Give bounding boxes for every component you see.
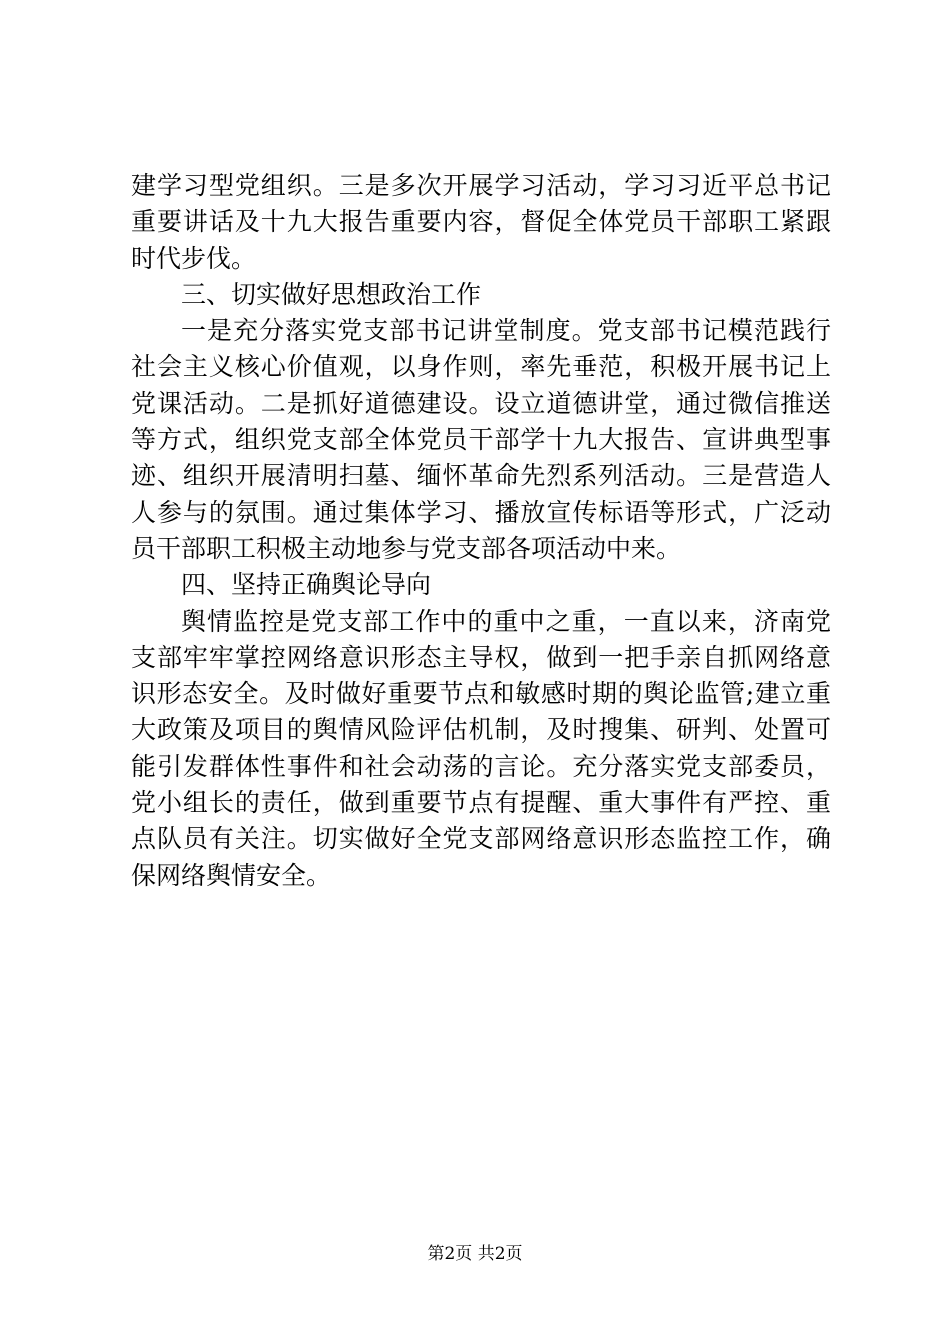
text-line: 员干部职工积极主动地参与党支部各项活动中来。 <box>131 533 682 563</box>
text-line: 保网络舆情安全。 <box>131 860 332 890</box>
document-body <box>131 168 831 894</box>
text-line: 党小组长的责任，做到重要节点有提醒、重大事件有严控、重 <box>131 788 831 818</box>
text-line: 建学习型党组织。三是多次开展学习活动，学习习近平总书记 <box>131 171 831 200</box>
text-line: 支部牢牢掌控网络意识形态主导权，做到一把手亲自抓网络意 <box>131 642 831 672</box>
text-line: 党课活动。二是抓好道德建设。设立道德讲堂，通过微信推送 <box>131 388 831 418</box>
text-line: 点队员有关注。切实做好全党支部网络意识形态监控工作，确 <box>131 824 831 854</box>
section-heading: 四、坚持正确舆论导向 <box>181 570 432 600</box>
text-line: 舆情监控是党支部工作中的重中之重，一直以来，济南党 <box>181 606 831 636</box>
text-line: 等方式，组织党支部全体党员干部学十九大报告、宣讲典型事 <box>131 425 831 455</box>
text-line: 能引发群体性事件和社会动荡的言论。充分落实党支部委员， <box>131 751 831 781</box>
text-line: 识形态安全。及时做好重要节点和敏感时期的舆论监管;建立重 <box>131 679 831 709</box>
text-line: 人参与的氛围。通过集体学习、播放宣传标语等形式，广泛动 <box>131 497 831 527</box>
text-line: 大政策及项目的舆情风险评估机制，及时搜集、研判、处置可 <box>131 715 831 745</box>
text-line: 迹、组织开展清明扫墓、缅怀革命先烈系列活动。三是营造人 <box>131 461 831 491</box>
text-line: 社会主义核心价值观，以身作则，率先垂范，积极开展书记上 <box>131 352 831 382</box>
page-footer: 第2页 共2页 <box>427 1244 523 1264</box>
text-line: 一是充分落实党支部书记讲堂制度。党支部书记模范践行 <box>181 316 831 346</box>
section-heading: 三、切实做好思想政治工作 <box>181 279 482 309</box>
text-line: 重要讲话及十九大报告重要内容，督促全体党员干部职工紧跟 <box>131 207 831 237</box>
text-line: 时代步伐。 <box>131 243 257 273</box>
